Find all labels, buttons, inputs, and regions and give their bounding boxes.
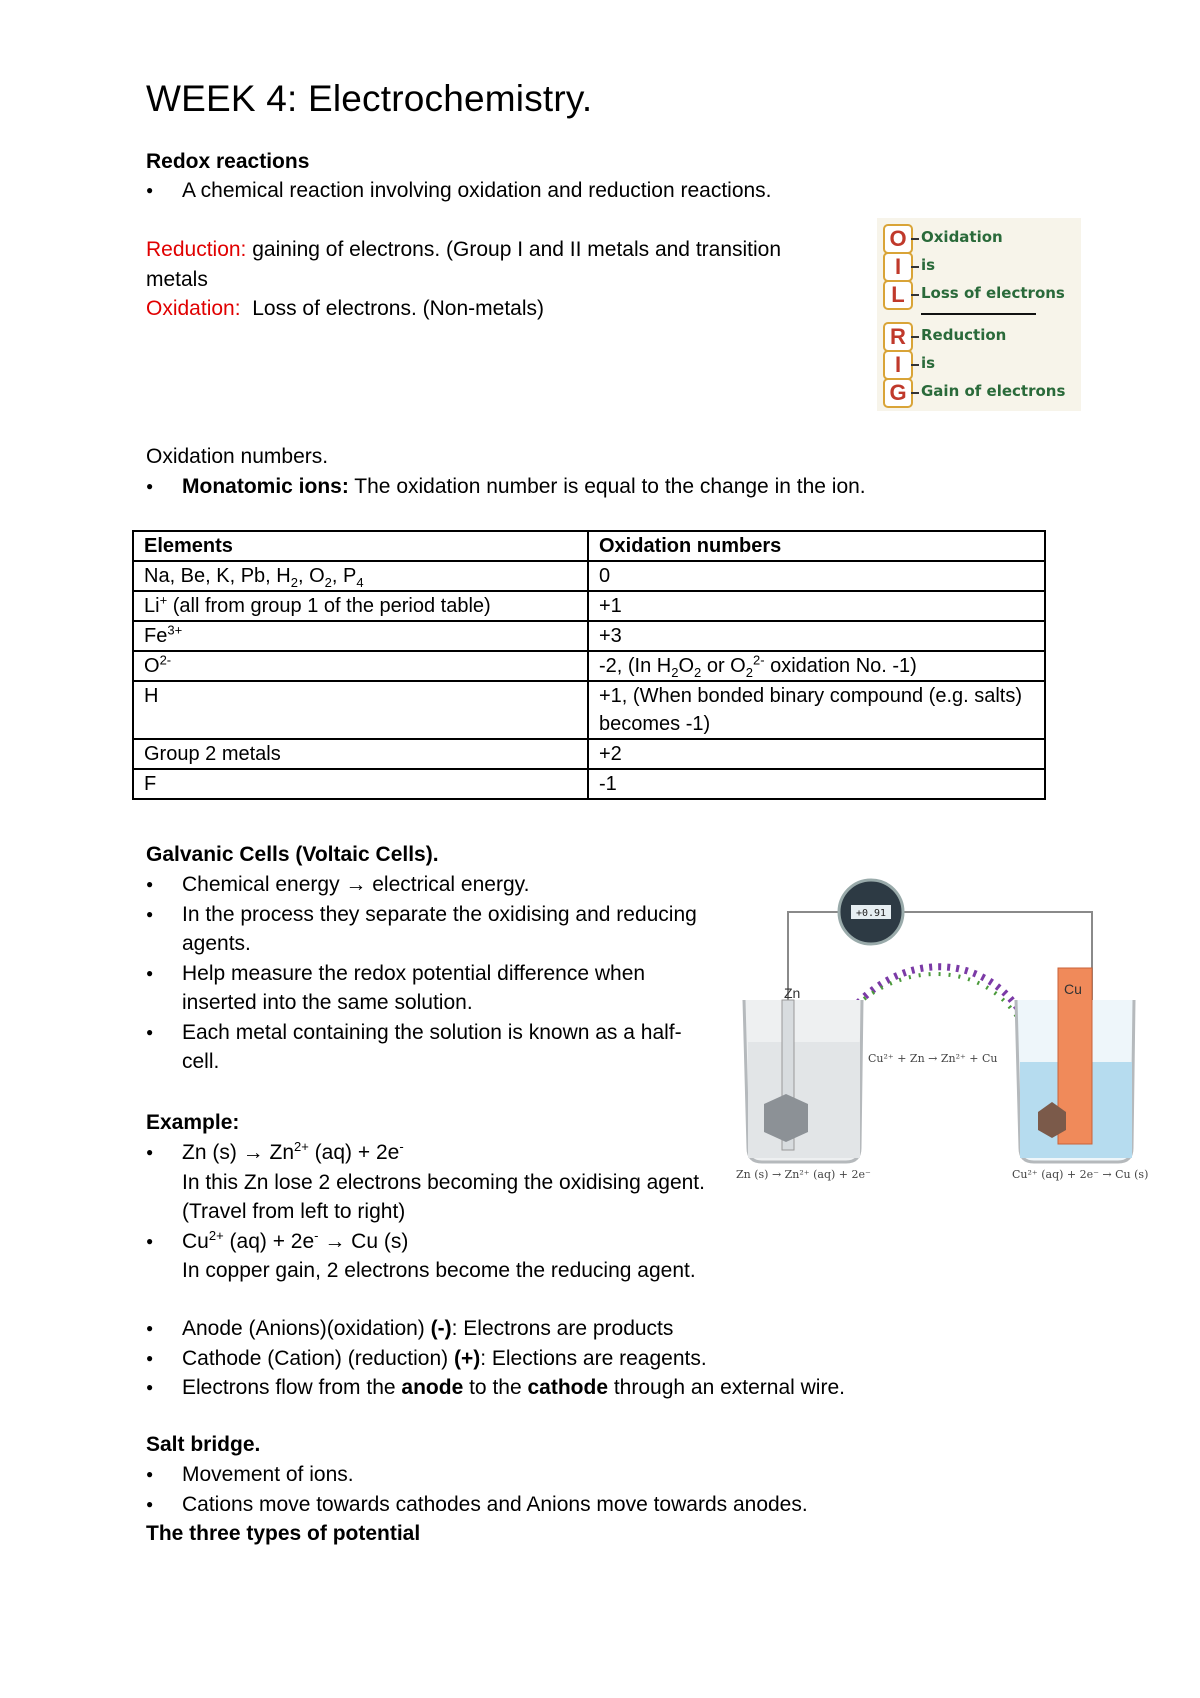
- electrodes-list: [146, 1314, 1046, 1403]
- flow-anode: anode: [401, 1376, 464, 1399]
- oxnum-list: [146, 472, 1046, 502]
- list-item: [146, 472, 1046, 502]
- oxidation-table: [132, 530, 1046, 800]
- overall-equation: Cu²⁺ + Zn → Zn²⁺ + Cu: [868, 1052, 998, 1065]
- flow-text: to the: [463, 1376, 528, 1399]
- galvanic-list: [146, 870, 706, 1077]
- dash: [911, 238, 919, 240]
- cu-label: Cu: [1064, 981, 1082, 997]
- flow-text: through an external wire.: [608, 1376, 845, 1399]
- table-cell: +3: [588, 621, 1045, 651]
- table-cell: Group 2 metals: [133, 739, 588, 769]
- oilrig-text: Loss of electrons: [921, 284, 1065, 302]
- table-row: [133, 651, 1045, 681]
- table-row: [133, 561, 1045, 591]
- dash: [911, 294, 919, 296]
- table-cell: 0: [588, 561, 1045, 591]
- anode-sign: (-): [430, 1317, 452, 1340]
- list-item: ● Cations move towards cathodes and Anions move towards anodes.: [146, 1490, 1046, 1520]
- cathode-equation: Cu²⁺ (aq) + 2e⁻ → Cu (s): [1012, 1168, 1149, 1181]
- oilrig-text: is: [921, 354, 936, 372]
- table-header: Oxidation numbers: [588, 531, 1045, 561]
- bold-term: Monatomic ions:: [182, 475, 349, 498]
- meter-reading: +0.91: [855, 908, 887, 919]
- list-item: ● In the process they separate the oxidising and reducing agents.: [146, 900, 706, 959]
- oilrig-letter: I: [883, 350, 913, 380]
- reduction-definition: [146, 235, 846, 324]
- list-item: ● Each metal containing the solution is known as a half-cell.: [146, 1018, 706, 1077]
- oilrig-letter: I: [883, 252, 913, 282]
- reduction-text: gaining of electrons. (Group I and II metals and transition: [246, 238, 782, 261]
- zinc-crystal-icon: [764, 1094, 808, 1142]
- list-item: ● Zn $(s) \to Zn^{2+}$ (aq) + 2e- In this Zn lose 2 electrons becoming the oxidising agent. (Travel from left to right): [146, 1138, 726, 1227]
- list-item: [146, 1314, 1046, 1344]
- table-row: [133, 769, 1045, 799]
- oilrig-text: Oxidation: [921, 228, 1003, 246]
- table-cell: +1: [588, 591, 1045, 621]
- oxnum-heading: Oxidation numbers.: [146, 445, 329, 468]
- flow-text: Electrons flow from the: [182, 1376, 402, 1399]
- table-cell: H: [133, 681, 588, 739]
- page-title: WEEK 4: Electrochemistry.: [146, 78, 593, 119]
- galvanic-heading: Galvanic Cells (Voltaic Cells).: [146, 843, 439, 866]
- table-cell: Na, Be, K, Pb, $H_2$, $O_2$, $P_4$: [133, 561, 588, 591]
- zinc-solution: [748, 1042, 860, 1158]
- cathode-sign: (+): [453, 1346, 481, 1370]
- table-cell: +2: [588, 739, 1045, 769]
- list-item: ● Movement of ions.: [146, 1460, 1046, 1490]
- example-list: [146, 1138, 726, 1286]
- table-header-row: [133, 531, 1045, 561]
- list-item: [146, 1344, 1046, 1374]
- galvanic-cell-diagram: [726, 872, 1150, 1184]
- list-item: ● Help measure the redox potential difference when inserted into the same solution.: [146, 959, 706, 1018]
- list-item: [146, 1373, 1046, 1403]
- oilrig-text: Gain of electrons: [921, 382, 1066, 400]
- oilrig-letter: L: [883, 280, 913, 310]
- oil-rig-mnemonic: [877, 218, 1081, 411]
- redox-heading: Redox reactions: [146, 150, 310, 173]
- table-cell: -1: [588, 769, 1045, 799]
- table-row: [133, 621, 1045, 651]
- dash: [911, 336, 919, 338]
- list-item: ● A chemical reaction involving oxidation and reduction reactions.: [146, 176, 846, 206]
- oilrig-text: Reduction: [921, 326, 1007, 344]
- bullet-text: The oxidation number is equal to the change in the ion.: [348, 475, 866, 498]
- oilrig-letter: R: [883, 322, 913, 352]
- oilrig-letter: G: [883, 378, 913, 408]
- salt-bridge-heading: Salt bridge.: [146, 1433, 261, 1456]
- flow-cathode: cathode: [527, 1376, 608, 1399]
- anode-text: Anode (Anions)(oxidation): [182, 1317, 431, 1340]
- table-cell: $O^{2-}$: [133, 651, 588, 681]
- table-cell: $Fe^{3+}$: [133, 621, 588, 651]
- salt-bridge-list: [146, 1460, 1046, 1519]
- dash: [911, 392, 919, 394]
- table-row: [133, 591, 1045, 621]
- oxidation-text: Loss of electrons. (Non-metals): [240, 297, 545, 320]
- table-cell: F: [133, 769, 588, 799]
- list-item: ● Chemical energy → electrical energy.: [146, 870, 706, 900]
- table-row: [133, 739, 1045, 769]
- example-note: In this Zn lose 2 electrons becoming the oxidising agent. (Travel from left to right): [182, 1170, 705, 1223]
- cathode-desc: : Elections are reagents.: [480, 1346, 707, 1370]
- anode-desc: : Electrons are products: [451, 1317, 674, 1340]
- three-types-heading: The three types of potential: [146, 1522, 421, 1545]
- oilrig-letter: O: [883, 224, 913, 254]
- list-item: ● $Cu^{2+}$ (aq) + 2e- → Cu (s) In copper gain, 2 electrons become the reducing agent.: [146, 1227, 726, 1286]
- oxidation-label: Oxidation:: [146, 297, 241, 320]
- oilrig-text: is: [921, 256, 936, 274]
- dash: [911, 364, 919, 366]
- zn-label: Zn: [784, 985, 801, 1001]
- reduction-label: Reduction:: [146, 238, 247, 261]
- cathode-text: Cathode (Cation) (reduction): [182, 1346, 454, 1370]
- example-heading: Example:: [146, 1111, 240, 1134]
- table-row: [133, 681, 1045, 739]
- table-cell: Li+ (all from group 1 of the period table): [133, 591, 588, 621]
- dash: [911, 266, 919, 268]
- table-header: Elements: [133, 531, 588, 561]
- anode-equation: Zn (s) → Zn²⁺ (aq) + 2e⁻: [736, 1168, 871, 1181]
- divider: [921, 313, 1036, 315]
- table-cell: -2, (In $H_2O_2$ or $O_2^{2-}$ oxidation No. -1): [588, 651, 1045, 681]
- reduction-text-cont: metals: [146, 267, 208, 291]
- redox-list: [146, 176, 846, 206]
- table-cell: +1, (When bonded binary compound (e.g. salts) becomes -1): [588, 681, 1045, 739]
- example-note: In copper gain, 2 electrons become the reducing agent.: [182, 1259, 696, 1282]
